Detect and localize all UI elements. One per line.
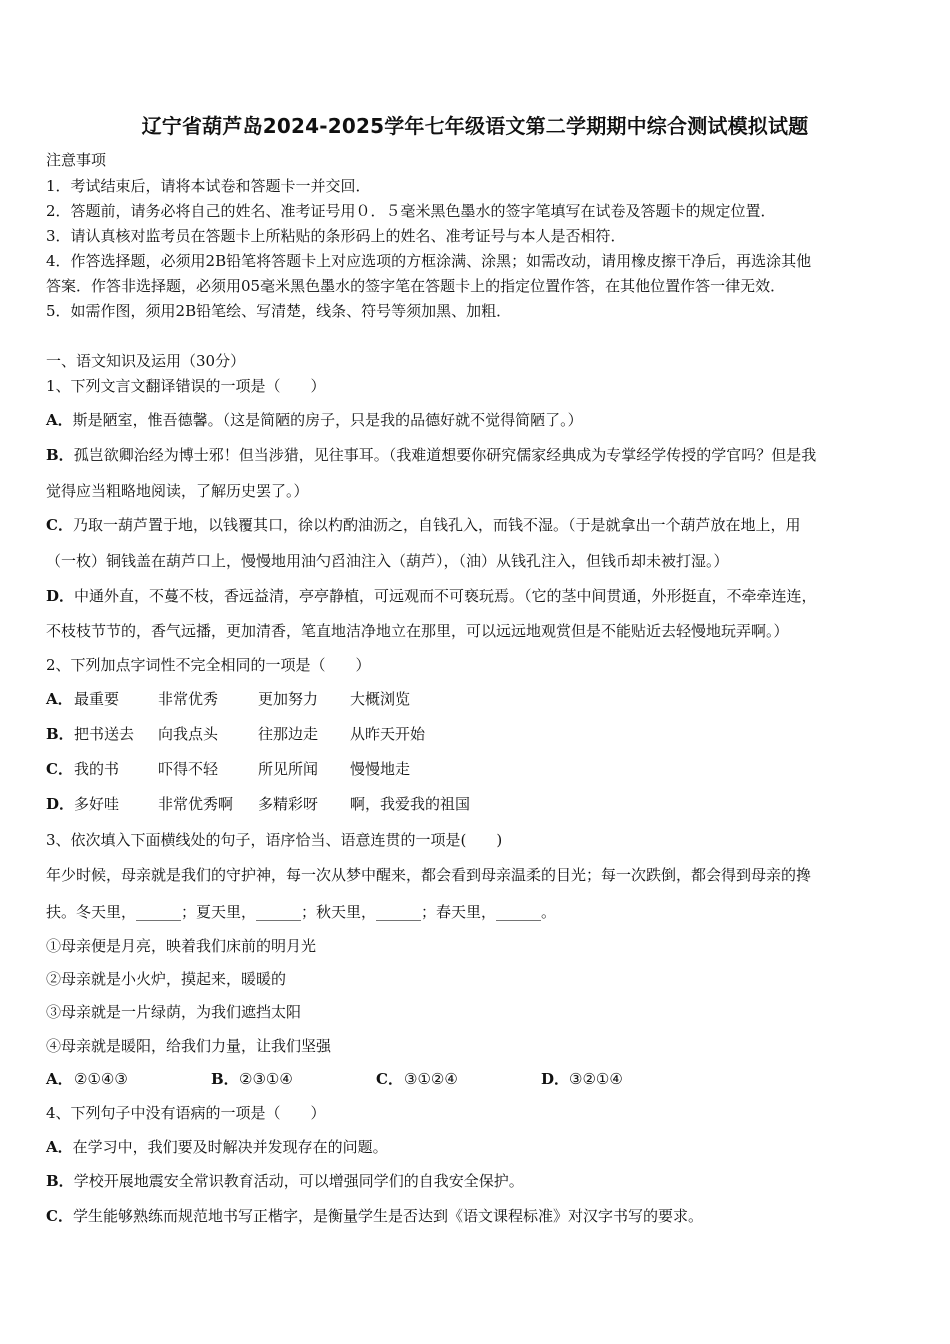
notice-heading: 注意事项 <box>46 151 107 169</box>
option-letter: A． <box>46 411 73 429</box>
option-word: 从昨天开始 <box>350 725 426 743</box>
notice-item: 3．请认真核对监考员在答题卡上所粘贴的条形码上的姓名、准考证号与本人是否相符． <box>46 227 626 245</box>
option-text: 斯是陋室，惟吾德馨。（这是简陋的房子，只是我的品德好就不觉得简陋了。） <box>72 411 583 429</box>
option-letter: C． <box>46 760 73 778</box>
notice-item: 2．答题前，请务必将自己的姓名、准考证号用０．５毫米黑色墨水的签字笔填写在试卷及答题卡的规定位置． <box>46 202 776 220</box>
q1-option-c <box>46 515 800 535</box>
option-letter: C． <box>46 516 73 534</box>
option-letter: D． <box>541 1070 570 1088</box>
option-text: 乃取一葫芦置于地，以钱覆其口，徐以杓酌油沥之，自钱孔入，而钱不湿。（于是就拿出一个葫芦放在地上，用 <box>72 516 801 534</box>
option-letter: B． <box>46 1172 74 1190</box>
option-letter: C． <box>376 1070 403 1088</box>
q3-passage: 扶。冬天里，______；夏天里，______；秋天里，______；春天里，______。 <box>46 903 557 921</box>
option-letter: C． <box>46 1207 73 1225</box>
q3-sentence: ①母亲便是月亮，映着我们床前的明月光 <box>46 937 317 955</box>
option-text: ③①②④ <box>404 1070 458 1088</box>
option-word: 多精彩呀 <box>258 795 319 813</box>
option-letter: D． <box>46 795 75 813</box>
q4-option-b <box>46 1171 524 1191</box>
option-word: 慢慢地走 <box>350 760 411 778</box>
notice-item: 5．如需作图，须用2B铅笔绘、写清楚，线条、符号等须加黑、加粗． <box>46 302 512 320</box>
question-4-stem: 4、下列句子中没有语病的一项是（ ） <box>46 1104 326 1122</box>
q1-option-d-cont: 不枝枝节节的，香气远播，更加清香，笔直地洁净地立在那里，可以远远地观赏但是不能贴近去轻慢地玩弄啊。） <box>46 622 789 640</box>
option-word: 往那边走 <box>258 725 319 743</box>
option-letter: B． <box>46 446 74 464</box>
option-text: 学生能够熟练而规范地书写正楷字，是衡量学生是否达到《语文课程标准》对汉字书写的要求。 <box>72 1207 703 1225</box>
option-word: 向我点头 <box>158 725 219 743</box>
option-word: 最重要 <box>74 690 120 708</box>
option-word: 非常优秀啊 <box>158 795 234 813</box>
q4-option-a <box>46 1137 388 1157</box>
question-3-stem: 3、依次填入下面横线处的句子，语序恰当、语意连贯的一项是( ) <box>46 831 503 849</box>
question-1-stem: 1、下列文言文翻译错误的一项是（ ） <box>46 377 326 395</box>
option-letter: A． <box>46 1138 73 1156</box>
option-word: 所见所闻 <box>258 760 319 778</box>
option-letter: D． <box>46 587 75 605</box>
option-word: 啊，我爱我的祖国 <box>350 795 471 813</box>
q3-passage: 年少时候，母亲就是我们的守护神，每一次从梦中醒来，都会看到母亲温柔的目光；每一次跌倒，都会得到母亲的搀 <box>46 866 812 884</box>
option-word: 吓得不轻 <box>158 760 219 778</box>
option-word: 把书送去 <box>74 725 135 743</box>
q3-sentence: ②母亲就是小火炉，摸起来，暖暖的 <box>46 970 287 988</box>
q4-option-c <box>46 1206 703 1226</box>
q3-sentence: ④母亲就是暖阳，给我们力量，让我们坚强 <box>46 1037 332 1055</box>
option-text: 孤岂欲卿治经为博士邪！但当涉猎，见往事耳。（我难道想要你研究儒家经典成为专掌经学传授的学官吗？但是我 <box>73 446 817 464</box>
q3-sentence: ③母亲就是一片绿荫，为我们遮挡太阳 <box>46 1003 302 1021</box>
option-word: 我的书 <box>74 760 120 778</box>
option-letter: B． <box>46 725 74 743</box>
option-text: 中通外直，不蔓不枝，香远益清，亭亭静植，可远观而不可亵玩焉。（它的茎中间贯通，外形挺直，不牵牵连连， <box>74 587 817 605</box>
option-letter: B． <box>211 1070 239 1088</box>
option-word: 大概浏览 <box>350 690 411 708</box>
option-text: ②①④③ <box>74 1070 128 1088</box>
option-text: 学校开展地震安全常识教育活动，可以增强同学们的自我安全保护。 <box>73 1172 524 1190</box>
option-text: ②③①④ <box>239 1070 293 1088</box>
q1-option-c-cont: （一枚）铜钱盖在葫芦口上，慢慢地用油勺舀油注入（葫芦），（油）从钱孔注入，但钱币却未被打湿。） <box>46 552 729 570</box>
option-word: 多好哇 <box>74 795 120 813</box>
q1-option-b <box>46 445 816 465</box>
notice-item: 4．作答选择题，必须用2B铅笔将答题卡上对应选项的方框涂满、涂黑；如需改动，请用橡皮擦干净后，再选涂其他 <box>46 252 812 270</box>
option-text: ③②①④ <box>569 1070 623 1088</box>
q1-option-d <box>46 586 817 606</box>
option-text: 在学习中，我们要及时解决并发现存在的问题。 <box>72 1138 388 1156</box>
q1-option-b-cont: 觉得应当粗略地阅读，了解历史罢了。） <box>46 482 309 500</box>
option-word: 非常优秀 <box>158 690 219 708</box>
question-2-stem: 2、下列加点字词性不完全相同的一项是（ ） <box>46 656 371 674</box>
page-title: 辽宁省葫芦岛2024-2025学年七年级语文第二学期期中综合测试模拟试题 <box>141 114 809 138</box>
notice-item: 答案．作答非选择题，必须用05毫米黑色墨水的签字笔在答题卡上的指定位置作答，在其他位置作答一律无效． <box>46 277 786 295</box>
option-word: 更加努力 <box>258 690 319 708</box>
option-letter: A． <box>46 690 73 708</box>
q1-option-a <box>46 410 583 430</box>
notice-item: 1．考试结束后，请将本试卷和答题卡一并交回． <box>46 177 371 195</box>
section-heading: 一、语文知识及运用（30分） <box>46 352 246 370</box>
option-letter: A． <box>46 1070 73 1088</box>
